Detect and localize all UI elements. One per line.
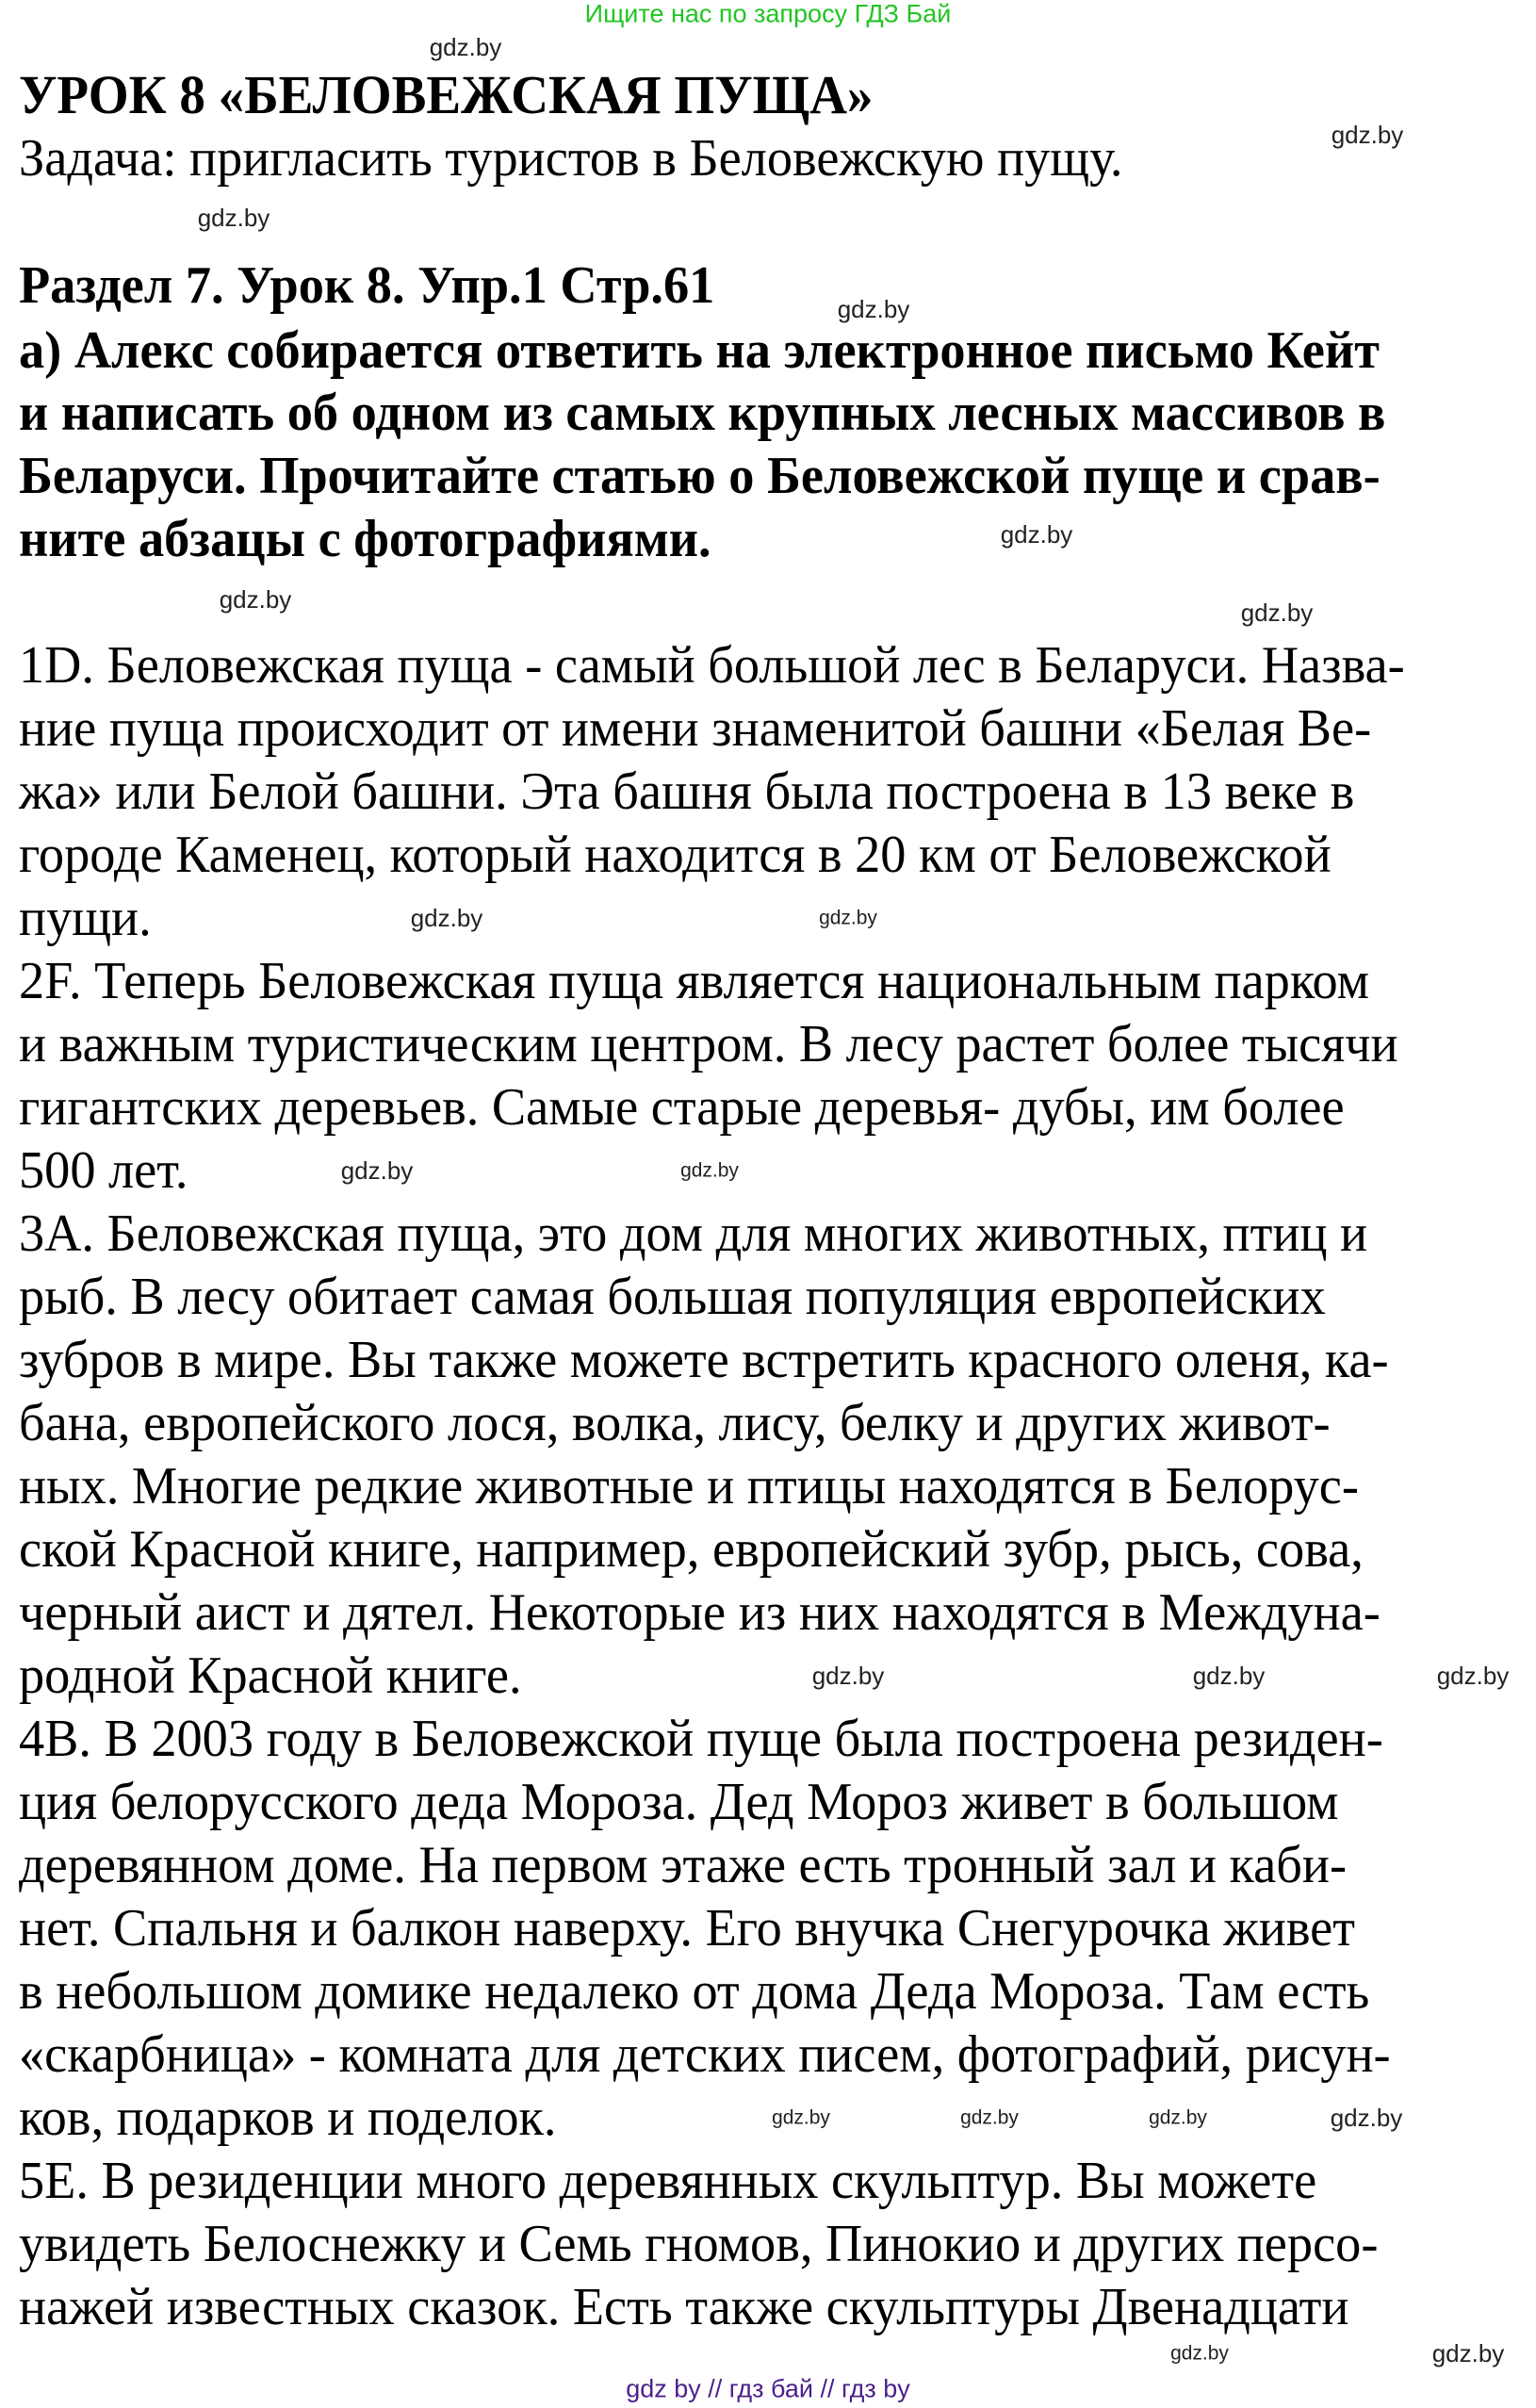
article-line: городе Каменец, который находится в 20 км от Беловежской: [19, 826, 1332, 884]
article-line: нет. Спальня и балкон наверху. Его внучка Снегурочка живет: [19, 1899, 1356, 1958]
watermark: gdz.by: [1170, 2342, 1229, 2365]
watermark: gdz.by: [1436, 1662, 1510, 1690]
article-line: в небольшом домике недалеко от дома Деда Мороза. Там есть: [19, 1962, 1370, 2021]
lesson-title: УРОК 8 «БЕЛОВЕЖСКАЯ ПУЩА»: [19, 64, 874, 125]
article-line: 3A. Беловежская пуща, это дом для многих животных, птиц и: [19, 1204, 1368, 1263]
instruction-line: а) Алекс собирается ответить на электронное письмо Кейт: [19, 321, 1380, 380]
watermark: gdz.by: [680, 1159, 739, 1182]
article-line: ков, подарков и поделок.: [19, 2089, 557, 2147]
article-line: пущи.: [19, 889, 152, 947]
article-line: «скарбница» - комната для детских писем, фотографий, рисун-: [19, 2025, 1391, 2084]
lesson-task: Задача: пригласить туристов в Беловежскую пущу.: [19, 129, 1123, 188]
watermark: gdz.by: [1330, 2104, 1403, 2132]
article-line: ных. Многие редкие животные и птицы находятся в Белорус-: [19, 1457, 1359, 1515]
watermark: gdz.by: [1149, 2106, 1207, 2129]
search-banner[interactable]: Ищите нас по запросу ГДЗ Бай: [584, 0, 952, 28]
watermark: gdz.by: [811, 1662, 885, 1690]
instruction-line: Беларуси. Прочитайте статью о Беловежской пуще и срав-: [19, 447, 1381, 505]
article-line: ской Красной книге, например, европейский зубр, рысь, сова,: [19, 1520, 1364, 1579]
watermark: gdz.by: [197, 204, 270, 232]
section-heading: Раздел 7. Урок 8. Упр.1 Стр.61: [19, 256, 715, 315]
article-line: родной Красной книге.: [19, 1646, 522, 1705]
footer-links[interactable]: gdz by // гдз бай // гдз by: [626, 2374, 910, 2403]
watermark: gdz.by: [819, 907, 877, 929]
watermark: gdz.by: [1192, 1662, 1266, 1690]
watermark: gdz.by: [837, 295, 910, 323]
article-line: рыб. В лесу обитает самая большая популяция европейских: [19, 1268, 1326, 1326]
article-line: зубров в мире. Вы также можете встретить красного оленя, ка-: [19, 1331, 1389, 1389]
watermark: gdz.by: [1240, 598, 1314, 627]
watermark: gdz.by: [410, 904, 483, 932]
article-line: 2F. Теперь Беловежская пуща является национальным парком: [19, 952, 1369, 1010]
instruction-line: ните абзацы с фотографиями.: [19, 510, 711, 568]
instruction-line: и написать об одном из самых крупных лесных массивов в: [19, 384, 1386, 442]
watermark: gdz.by: [1000, 520, 1073, 549]
article-line: и важным туристическим центром. В лесу растет более тысячи: [19, 1015, 1398, 1073]
article-line: нажей известных сказок. Есть также скульптуры Двенадцати: [19, 2278, 1349, 2336]
article-line: 500 лет.: [19, 1141, 188, 1200]
watermark: gdz.by: [960, 2106, 1019, 2129]
article-line: ние пуща происходит от имени знаменитой башни «Белая Ве-: [19, 699, 1372, 758]
article-line: бана, европейского лося, волка, лису, белку и других живот-: [19, 1394, 1331, 1452]
watermark: gdz.by: [1431, 2339, 1505, 2367]
article-line: 4B. В 2003 году в Беловежской пуще была построена резиден-: [19, 1710, 1383, 1768]
article-line: 1D. Беловежская пуща - самый большой лес в Беларуси. Назва-: [19, 636, 1405, 695]
article-line: увидеть Белоснежку и Семь гномов, Пинокио и других персо-: [19, 2215, 1379, 2273]
watermark: gdz.by: [429, 33, 502, 61]
article-line: жа» или Белой башни. Эта башня была построена в 13 веке в: [19, 762, 1355, 821]
watermark: gdz.by: [340, 1156, 414, 1185]
article-line: гигантских деревьев. Самые старые деревья- дубы, им более: [19, 1078, 1345, 1137]
watermark: gdz.by: [1331, 121, 1404, 149]
article-line: ция белорусского деда Мороза. Дед Мороз живет в большом: [19, 1773, 1339, 1831]
article-line: черный аист и дятел. Некоторые из них находятся в Междуна-: [19, 1583, 1381, 1642]
watermark: gdz.by: [772, 2106, 830, 2129]
article-line: деревянном доме. На первом этаже есть тронный зал и каби-: [19, 1836, 1348, 1894]
article-line: 5E. В резиденции много деревянных скульптур. Вы можете: [19, 2152, 1317, 2210]
watermark: gdz.by: [219, 585, 292, 614]
